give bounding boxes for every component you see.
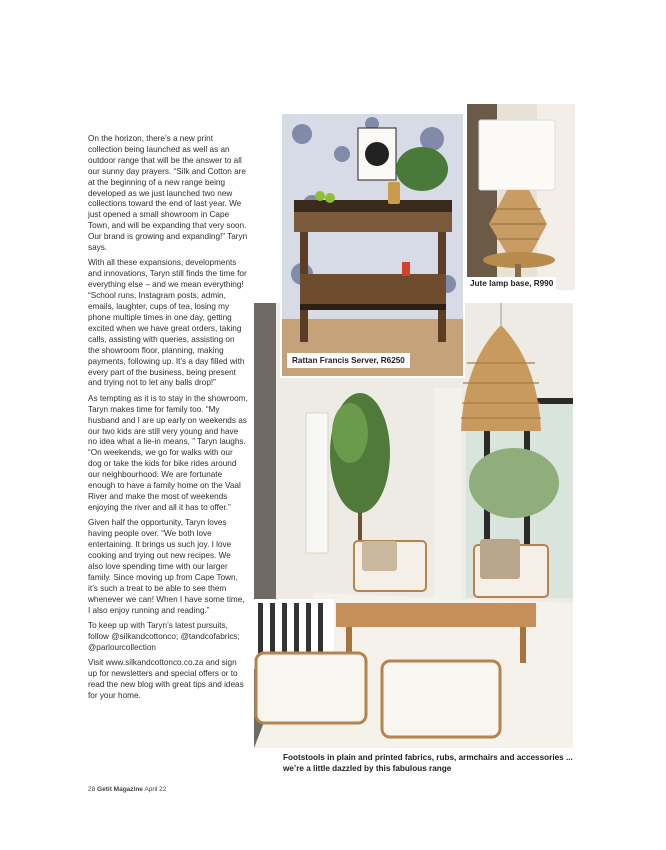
- page-footer: [88, 786, 166, 793]
- article-paragraph: With all these expansions, developments and innovations, Taryn still finds the time for everything else – and we mean everything! “School runs, Instagram posts, admin, emails, laughter, cups of tea, losing my phone multiple times in one day, getting excited when we have great orders, taking calls, assisting with queries, assisting on the showroom floor, planning, making payments, following up. It’s a day filled with every part of the business, being present and trying not to let any balls drop!”: [88, 258, 247, 388]
- living-room-caption: Footstools in plain and printed fabrics, rubs, armchairs and accessories ... we’re a little dazzled by this fabulous range: [283, 753, 573, 773]
- jute-lamp-photo: [467, 104, 575, 290]
- lamp-caption: Jute lamp base, R990: [467, 277, 556, 290]
- rattan-server-photo: [280, 112, 465, 378]
- article-paragraph: On the horizon, there’s a new print collection being launched as well as an outdoor range that will be the answer to all our sunny day prayers. “Silk and Cotton are at the beginning of a new range being developed as we just launched two new collections toward the end of last year. We just opened a small showroom in Cape Town, and will be expanding that very soon. Our brand is growing and expanding!” Taryn says.: [88, 134, 248, 253]
- rattan-server-illustration: [282, 114, 463, 376]
- article-paragraph: Given half the opportunity, Taryn loves having people over. “We both love entertaining. It brings us such joy. I love cooking and trying out new recipes. We also love spending time with our larger family. Since moving up from Cape Town, it’s such a treat to be able to see them whenever we can! When I have some time, I also enjoy running and reading.”: [88, 518, 245, 615]
- article-paragraph: Visit www.silkandcottonco.co.za and sign up for newsletters and special offers or to read the new blog with great tips and ideas for your home.: [88, 658, 244, 700]
- jute-lamp-illustration: [467, 104, 575, 290]
- article-body: [88, 134, 248, 706]
- article-paragraph: As tempting as it is to stay in the showroom, Taryn makes time for family too. “My husband and I are up early on weekends as our two kids are still very young and have no idea what a lie-in means, ” Taryn laughs. “On weekends, we go for walks with our dog or take the kids for bike rides around our neighbourhood. We are fortunate enough to have a family home on the Vaal River and make the most of weekends enjoying the river and all it has to offer.”: [88, 393, 248, 512]
- magazine-name: Getit Magazine: [97, 786, 143, 793]
- article-paragraph: To keep up with Taryn’s latest pursuits, follow @silkandcottonco; @tandcofabrics; @parlourcollection: [88, 620, 240, 652]
- page-number: 28: [88, 786, 96, 793]
- issue-date: April 22: [144, 786, 167, 793]
- server-caption: Rattan Francis Server, R6250: [287, 353, 410, 368]
